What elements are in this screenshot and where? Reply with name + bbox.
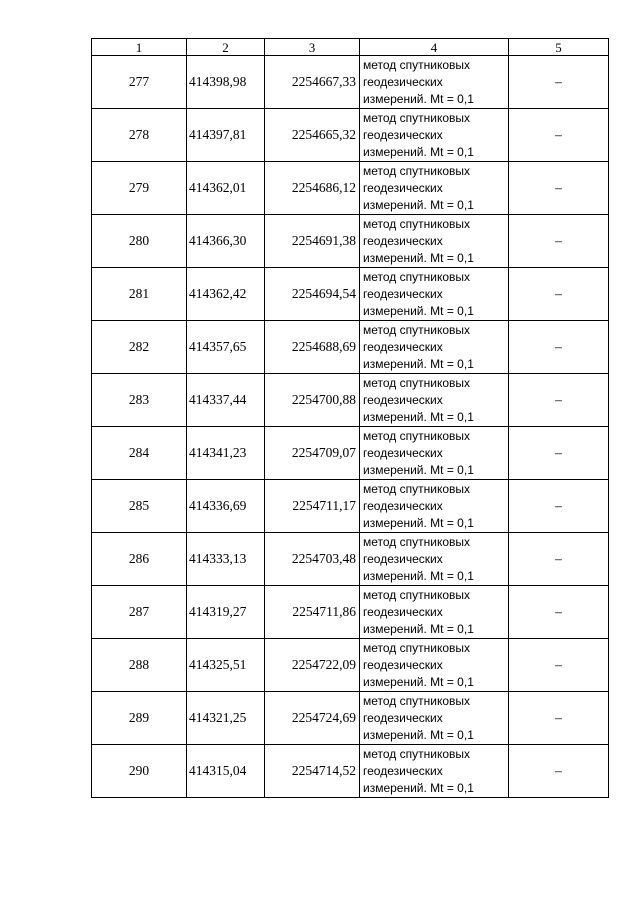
method-text-line: геодезических bbox=[363, 74, 443, 89]
method-cell bbox=[360, 268, 509, 321]
x-coordinate-cell: 414341,23 bbox=[187, 427, 265, 480]
method-cell bbox=[360, 639, 509, 692]
header-cell-3: 3 bbox=[265, 39, 360, 56]
method-text-line: измерений. Mt = 0,1 bbox=[363, 250, 474, 265]
note-cell: – bbox=[509, 268, 609, 321]
method-cell bbox=[360, 427, 509, 480]
x-coordinate-cell: 414398,98 bbox=[187, 56, 265, 109]
method-text-line: геодезических bbox=[363, 180, 443, 195]
method-cell bbox=[360, 692, 509, 745]
table-row bbox=[92, 215, 609, 268]
method-text-line: метод спутниковых bbox=[363, 163, 471, 178]
point-number-cell: 284 bbox=[92, 427, 187, 480]
method-text-line: метод спутниковых bbox=[363, 322, 471, 337]
method-cell bbox=[360, 480, 509, 533]
method-text-line: метод спутниковых bbox=[363, 640, 471, 655]
y-coordinate-cell: 2254694,54 bbox=[265, 268, 360, 321]
header-cell-2: 2 bbox=[187, 39, 265, 56]
x-coordinate-cell: 414362,42 bbox=[187, 268, 265, 321]
y-coordinate-cell: 2254686,12 bbox=[265, 162, 360, 215]
y-coordinate-cell: 2254709,07 bbox=[265, 427, 360, 480]
coordinates-table bbox=[91, 38, 609, 798]
method-text-line: метод спутниковых bbox=[363, 428, 471, 443]
method-text-line: измерений. Mt = 0,1 bbox=[363, 674, 474, 689]
method-text-line: метод спутниковых bbox=[363, 57, 471, 72]
point-number-cell: 280 bbox=[92, 215, 187, 268]
method-text-line: метод спутниковых bbox=[363, 110, 471, 125]
method-cell bbox=[360, 745, 509, 798]
method-text-line: геодезических bbox=[363, 445, 443, 460]
method-text-line: геодезических bbox=[363, 339, 443, 354]
header-cell-4: 4 bbox=[360, 39, 509, 56]
y-coordinate-cell: 2254665,32 bbox=[265, 109, 360, 162]
point-number-cell: 277 bbox=[92, 56, 187, 109]
point-number-cell: 283 bbox=[92, 374, 187, 427]
table-row bbox=[92, 480, 609, 533]
method-text-line: измерений. Mt = 0,1 bbox=[363, 621, 474, 636]
method-cell bbox=[360, 56, 509, 109]
method-text-line: геодезических bbox=[363, 657, 443, 672]
method-cell bbox=[360, 162, 509, 215]
method-text-line: измерений. Mt = 0,1 bbox=[363, 780, 474, 795]
table-row bbox=[92, 56, 609, 109]
method-text-line: метод спутниковых bbox=[363, 216, 471, 231]
method-text-line: измерений. Mt = 0,1 bbox=[363, 91, 474, 106]
y-coordinate-cell: 2254722,09 bbox=[265, 639, 360, 692]
method-text-line: измерений. Mt = 0,1 bbox=[363, 462, 474, 477]
table-row bbox=[92, 586, 609, 639]
method-text-line: измерений. Mt = 0,1 bbox=[363, 727, 474, 742]
y-coordinate-cell: 2254714,52 bbox=[265, 745, 360, 798]
method-cell bbox=[360, 374, 509, 427]
x-coordinate-cell: 414315,04 bbox=[187, 745, 265, 798]
point-number-cell: 290 bbox=[92, 745, 187, 798]
method-text-line: измерений. Mt = 0,1 bbox=[363, 356, 474, 371]
y-coordinate-cell: 2254667,33 bbox=[265, 56, 360, 109]
table-row bbox=[92, 321, 609, 374]
x-coordinate-cell: 414337,44 bbox=[187, 374, 265, 427]
note-cell: – bbox=[509, 480, 609, 533]
method-text-line: измерений. Mt = 0,1 bbox=[363, 568, 474, 583]
x-coordinate-cell: 414319,27 bbox=[187, 586, 265, 639]
method-text-line: геодезических bbox=[363, 392, 443, 407]
method-text-line: метод спутниковых bbox=[363, 481, 471, 496]
note-cell: – bbox=[509, 215, 609, 268]
y-coordinate-cell: 2254688,69 bbox=[265, 321, 360, 374]
header-cell-5: 5 bbox=[509, 39, 609, 56]
method-text-line: геодезических bbox=[363, 710, 443, 725]
method-text-line: геодезических bbox=[363, 127, 443, 142]
point-number-cell: 281 bbox=[92, 268, 187, 321]
table-row bbox=[92, 268, 609, 321]
y-coordinate-cell: 2254724,69 bbox=[265, 692, 360, 745]
x-coordinate-cell: 414397,81 bbox=[187, 109, 265, 162]
table-row bbox=[92, 109, 609, 162]
note-cell: – bbox=[509, 586, 609, 639]
method-text-line: геодезических bbox=[363, 763, 443, 778]
note-cell: – bbox=[509, 374, 609, 427]
table-row bbox=[92, 427, 609, 480]
point-number-cell: 279 bbox=[92, 162, 187, 215]
note-cell: – bbox=[509, 162, 609, 215]
x-coordinate-cell: 414336,69 bbox=[187, 480, 265, 533]
method-cell bbox=[360, 321, 509, 374]
method-text-line: метод спутниковых bbox=[363, 375, 471, 390]
note-cell: – bbox=[509, 639, 609, 692]
y-coordinate-cell: 2254700,88 bbox=[265, 374, 360, 427]
table-row bbox=[92, 533, 609, 586]
y-coordinate-cell: 2254703,48 bbox=[265, 533, 360, 586]
method-text-line: измерений. Mt = 0,1 bbox=[363, 197, 474, 212]
y-coordinate-cell: 2254711,86 bbox=[265, 586, 360, 639]
method-cell bbox=[360, 586, 509, 639]
header-cell-1: 1 bbox=[92, 39, 187, 56]
note-cell: – bbox=[509, 109, 609, 162]
method-text-line: метод спутниковых bbox=[363, 269, 471, 284]
table-row bbox=[92, 692, 609, 745]
note-cell: – bbox=[509, 745, 609, 798]
point-number-cell: 286 bbox=[92, 533, 187, 586]
method-text-line: измерений. Mt = 0,1 bbox=[363, 409, 474, 424]
method-text-line: геодезических bbox=[363, 498, 443, 513]
table-row bbox=[92, 745, 609, 798]
method-text-line: измерений. Mt = 0,1 bbox=[363, 144, 474, 159]
y-coordinate-cell: 2254691,38 bbox=[265, 215, 360, 268]
method-cell bbox=[360, 533, 509, 586]
x-coordinate-cell: 414357,65 bbox=[187, 321, 265, 374]
note-cell: – bbox=[509, 533, 609, 586]
x-coordinate-cell: 414321,25 bbox=[187, 692, 265, 745]
point-number-cell: 287 bbox=[92, 586, 187, 639]
x-coordinate-cell: 414333,13 bbox=[187, 533, 265, 586]
method-text-line: метод спутниковых bbox=[363, 534, 471, 549]
note-cell: – bbox=[509, 56, 609, 109]
method-cell bbox=[360, 109, 509, 162]
table-header-row bbox=[92, 39, 609, 56]
method-text-line: геодезических bbox=[363, 286, 443, 301]
y-coordinate-cell: 2254711,17 bbox=[265, 480, 360, 533]
point-number-cell: 288 bbox=[92, 639, 187, 692]
note-cell: – bbox=[509, 692, 609, 745]
method-text-line: геодезических bbox=[363, 604, 443, 619]
note-cell: – bbox=[509, 427, 609, 480]
table-row bbox=[92, 639, 609, 692]
point-number-cell: 285 bbox=[92, 480, 187, 533]
point-number-cell: 289 bbox=[92, 692, 187, 745]
method-text-line: метод спутниковых bbox=[363, 746, 471, 761]
method-text-line: измерений. Mt = 0,1 bbox=[363, 515, 474, 530]
method-text-line: метод спутниковых bbox=[363, 587, 471, 602]
point-number-cell: 278 bbox=[92, 109, 187, 162]
method-cell bbox=[360, 215, 509, 268]
note-cell: – bbox=[509, 321, 609, 374]
x-coordinate-cell: 414366,30 bbox=[187, 215, 265, 268]
table-row bbox=[92, 162, 609, 215]
table-row bbox=[92, 374, 609, 427]
method-text-line: метод спутниковых bbox=[363, 693, 471, 708]
method-text-line: геодезических bbox=[363, 233, 443, 248]
x-coordinate-cell: 414325,51 bbox=[187, 639, 265, 692]
method-text-line: измерений. Mt = 0,1 bbox=[363, 303, 474, 318]
method-text-line: геодезических bbox=[363, 551, 443, 566]
x-coordinate-cell: 414362,01 bbox=[187, 162, 265, 215]
point-number-cell: 282 bbox=[92, 321, 187, 374]
